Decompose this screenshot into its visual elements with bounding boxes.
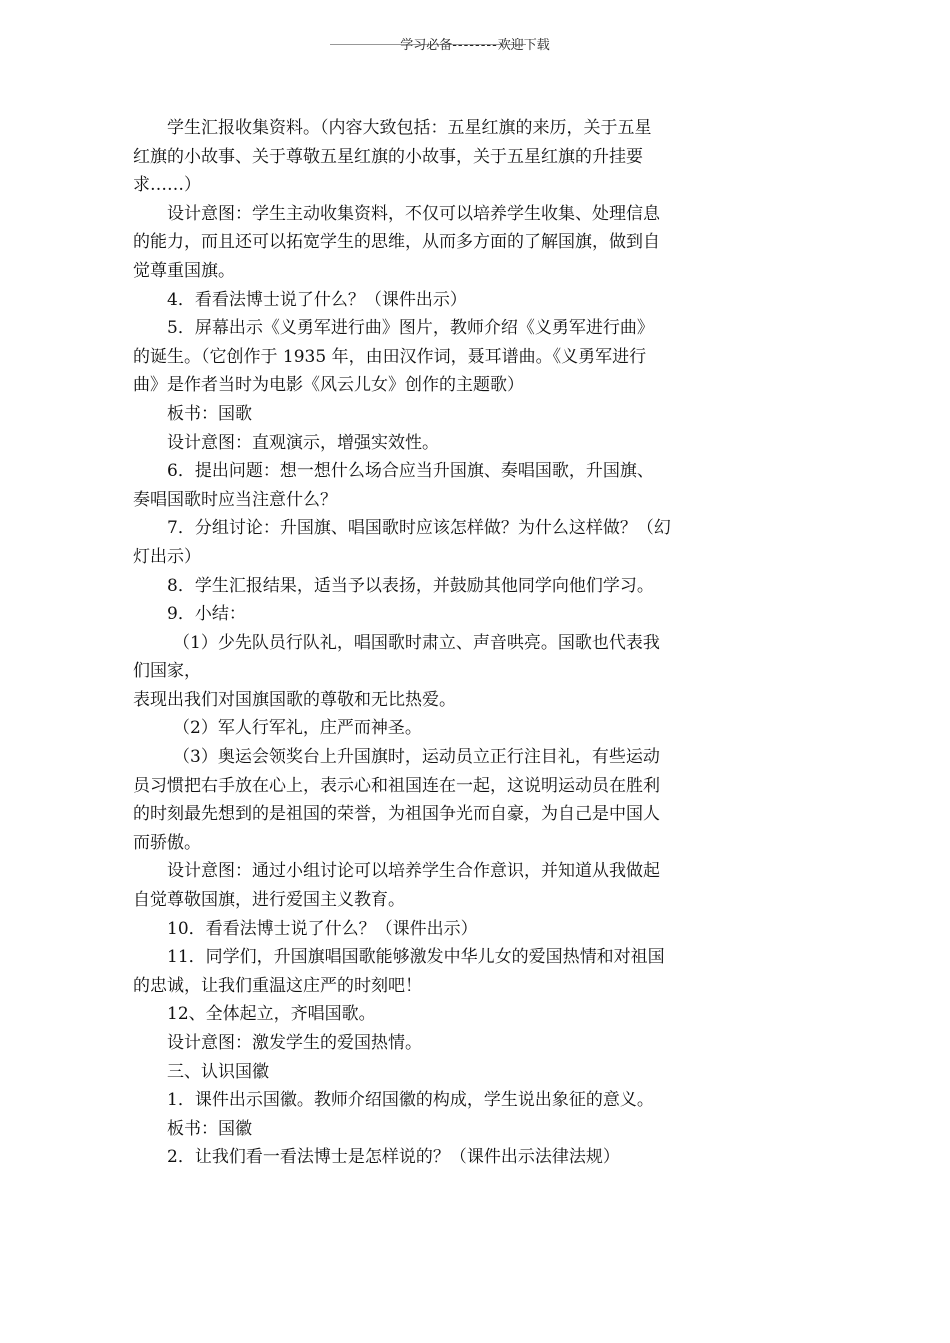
text-line: 5．屏幕出示《义勇军进行曲》图片，教师介绍《义勇军进行曲》 <box>167 318 654 339</box>
text-line: 求……） <box>133 175 201 196</box>
text-line: 9．小结： <box>167 604 246 625</box>
text-line: 而骄傲。 <box>133 832 201 853</box>
text-line: 板书：国徽 <box>167 1118 252 1139</box>
text-line: 8．学生汇报结果，适当予以表扬，并鼓励其他同学向他们学习。 <box>167 575 654 596</box>
header-dashes: -------- <box>452 38 498 53</box>
text-line: 1．课件出示国徽。教师介绍国徽的构成，学生说出象征的意义。 <box>167 1090 654 1111</box>
text-line: 11．同学们，升国旗唱国歌能够激发中华儿女的爱国热情和对祖国 <box>167 947 665 968</box>
document-body <box>133 114 733 1172</box>
text-line: 的忠诚，让我们重温这庄严的时刻吧！ <box>133 975 422 996</box>
text-line: 7．分组讨论：升国旗、唱国歌时应该怎样做？为什么这样做？（幻 <box>167 518 671 539</box>
text-line: 设计意图：通过小组讨论可以培养学生合作意识，并知道从我做起 <box>167 861 660 882</box>
text-line: 员习惯把右手放在心上，表示心和祖国连在一起，这说明运动员在胜利 <box>133 775 660 796</box>
header-strike-line <box>330 44 526 45</box>
text-line: 觉尊重国旗。 <box>133 260 235 281</box>
text-line: 们国家， <box>133 661 201 682</box>
text-line: 灯出示） <box>133 546 201 567</box>
text-line: 的能力，而且还可以拓宽学生的思维，从而多方面的了解国旗，做到自 <box>133 232 660 253</box>
page-header <box>0 34 950 53</box>
text-line: 12、全体起立，齐唱国歌。 <box>167 1004 376 1025</box>
text-line: 的诞生。（它创作于 1935 年，由田汉作词，聂耳谱曲。《义勇军进行 <box>133 346 647 367</box>
text-line: 自觉尊敬国旗，进行爱国主义教育。 <box>133 890 405 911</box>
header-right-text: 欢迎下载 <box>497 38 550 53</box>
text-line: 奏唱国歌时应当注意什么？ <box>133 489 337 510</box>
text-line: 6．提出问题：想一想什么场合应当升国旗、奏唱国歌，升国旗、 <box>167 461 654 482</box>
text-line: 4．看看法博士说了什么？（课件出示） <box>167 289 467 310</box>
text-line: （2）军人行军礼，庄严而神圣。 <box>173 718 422 739</box>
text-line: 曲》是作者当时为电影《风云儿女》创作的主题歌） <box>133 375 524 396</box>
text-line: 的时刻最先想到的是祖国的荣誉，为祖国争光而自豪，为自己是中国人 <box>133 804 660 825</box>
text-line: 学生汇报收集资料。（内容大致包括：五星红旗的来历，关于五星 <box>167 118 652 138</box>
text-line: （3）奥运会领奖台上升国旗时，运动员立正行注目礼，有些运动 <box>173 747 660 768</box>
text-line: 设计意图：激发学生的爱国热情。 <box>167 1033 422 1053</box>
text-line: 板书：国歌 <box>167 403 252 424</box>
header-left-text: 学习必备 <box>400 38 453 53</box>
text-line: （1）少先队员行队礼，唱国歌时肃立、声音哄亮。国歌也代表我 <box>173 632 660 653</box>
text-line: 表现出我们对国旗国歌的尊敬和无比热爱。 <box>133 689 456 710</box>
text-line: 设计意图：直观演示，增强实效性。 <box>167 432 439 453</box>
text-line: 红旗的小故事、关于尊敬五星红旗的小故事，关于五星红旗的升挂要 <box>133 146 643 167</box>
text-line: 10．看看法博士说了什么？（课件出示） <box>167 918 478 939</box>
text-line: 设计意图：学生主动收集资料，不仅可以培养学生收集、处理信息 <box>167 203 660 224</box>
text-line: 2．让我们看一看法博士是怎样说的？（课件出示法律法规） <box>167 1147 620 1168</box>
text-line: 三、认识国徽 <box>167 1061 269 1082</box>
